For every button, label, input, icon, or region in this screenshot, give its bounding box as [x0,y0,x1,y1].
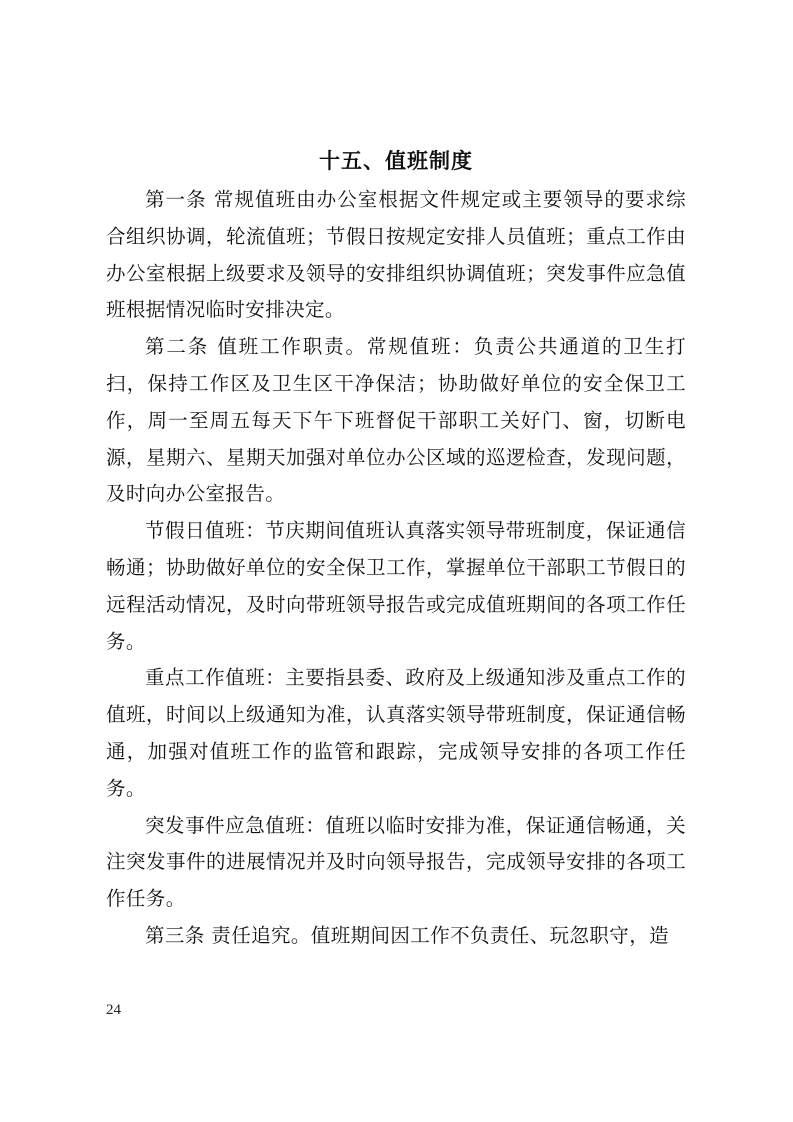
paragraph-key-work-duty: 重点工作值班：主要指县委、政府及上级通知涉及重点工作的值班，时间以上级通知为准，认真落实领导带班制度，保证通信畅通，加强对值班工作的监管和跟踪，完成领导安排的各项工作任务。 [106,666,686,800]
paragraph-holiday-duty: 节假日值班：节庆期间值班认真落实领导带班制度，保证通信畅通；协助做好单位的安全保卫工作，掌握单位干部职工节假日的远程活动情况，及时向带班领导报告或完成值班期间的各项工作任务。 [106,519,686,653]
paragraph-article-1: 第一条 常规值班由办公室根据文件规定或主要领导的要求综合组织协调，轮流值班；节假日按规定安排人员值班；重点工作由办公室根据上级要求及领导的安排组织协调值班；突发事件应急值班根据情况临时安排决定。 [106,188,686,322]
page-content [106,140,686,955]
paragraph-article-3: 第三条 责任追究。值班期间因工作不负责任、玩忽职守，造 [145,923,669,947]
paragraph-emergency-duty: 突发事件应急值班：值班以临时安排为准，保证通信畅通，关注突发事件的进展情况并及时向领导报告，完成领导安排的各项工作任务。 [106,813,686,911]
paragraph-article-2: 第二条 值班工作职责。常规值班：负责公共通道的卫生打扫，保持工作区及卫生区干净保洁；协助做好单位的安全保卫工作，周一至周五每天下午下班督促干部职工关好门、窗，切断电源，星期六、星期天加强对单位办公区域的巡逻检查，发现问题，及时向办公室报告。 [106,335,686,506]
section-title: 十五、值班制度 [319,149,473,173]
page-number: 24 [106,1002,121,1018]
